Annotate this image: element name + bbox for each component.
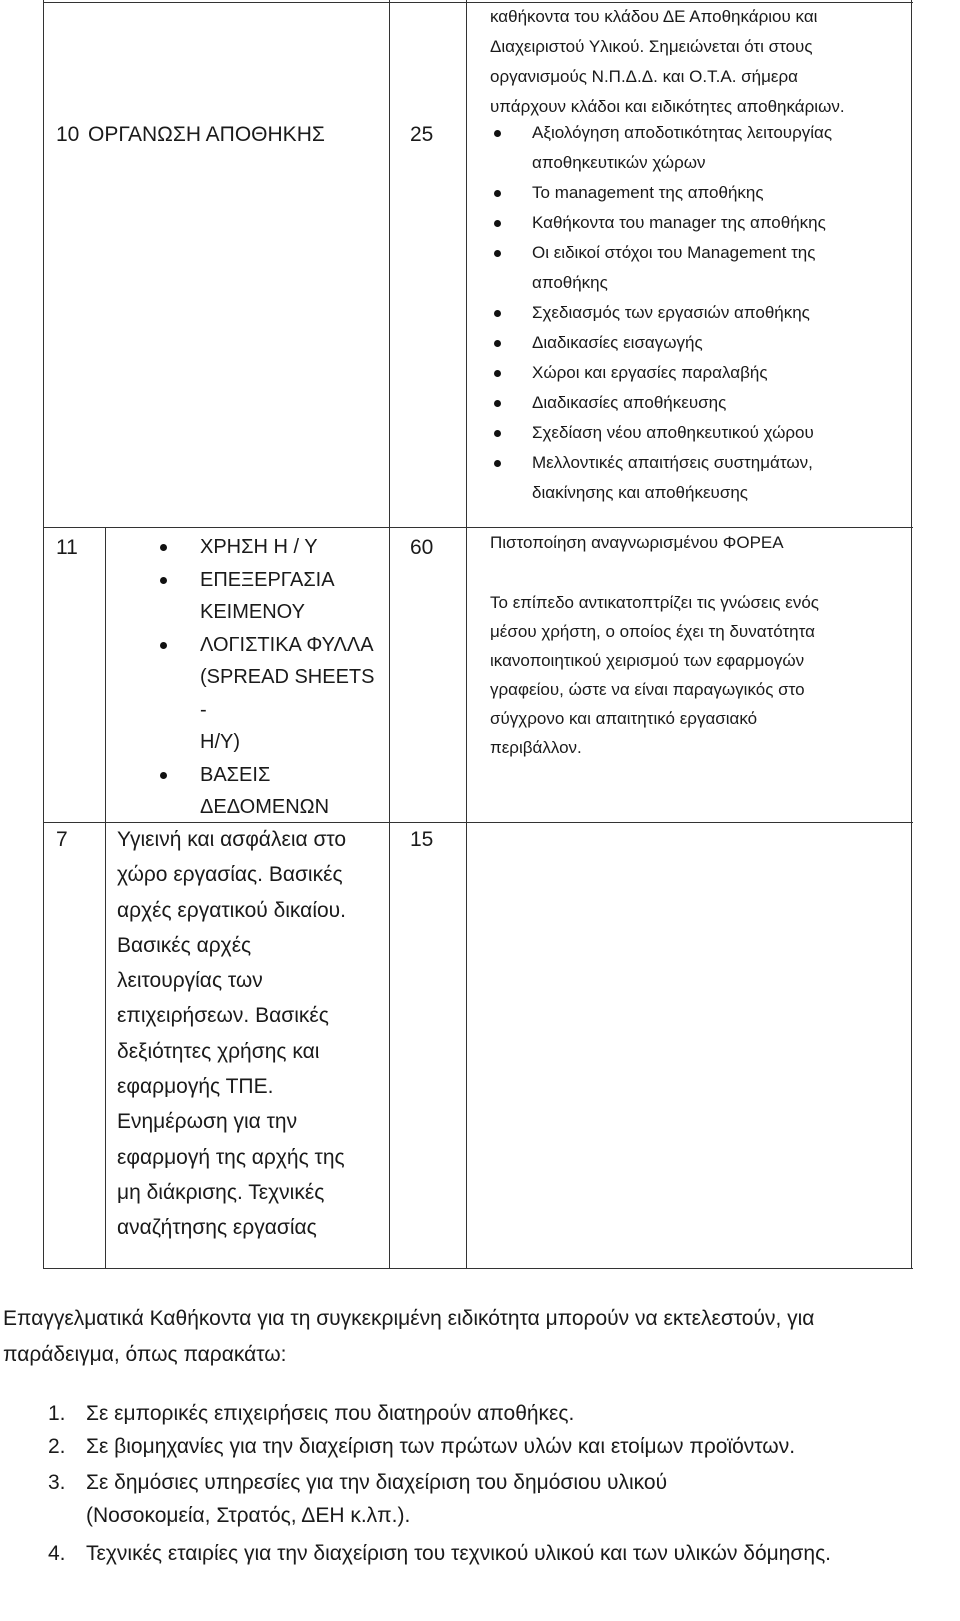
bullet-icon: [160, 544, 167, 551]
list-item: [48, 1466, 948, 1534]
row-7-hours: 15: [410, 828, 434, 851]
list-item: [200, 531, 385, 564]
list-item: Καθήκοντα του manager της αποθήκης: [490, 208, 910, 238]
text-line: δεξιότητες χρήσης και: [117, 1039, 320, 1063]
row-7-title: [117, 822, 387, 1246]
bullet-icon: [160, 772, 167, 779]
text-line: Βασικές αρχές: [117, 933, 252, 957]
text-line: ικανοποιητικού χειρισμού των εφαρμογών: [490, 651, 805, 670]
text-line: σύγχρονο και απαιτητικό εργασιακό: [490, 709, 758, 728]
list-item: [490, 448, 910, 508]
column-divider: [105, 527, 106, 1268]
row-11-number: 11: [56, 536, 78, 559]
row-7-number: 7: [56, 828, 68, 851]
text-line: ΛΟΓΙΣΤΙΚΑ ΦΥΛΛΑ: [200, 633, 374, 656]
column-divider: [466, 0, 467, 1268]
list-item: [200, 564, 385, 629]
text-line: Η/Υ): [200, 731, 240, 753]
text-line: ΔΕΔΟΜΕΝΩΝ: [200, 796, 330, 818]
row-11-topics: [200, 531, 385, 824]
text-line: Υγιεινή και ασφάλεια στο: [117, 828, 347, 851]
text-line: γραφείου, ώστε να είναι παραγωγικός στο: [490, 680, 805, 699]
list-item: Διαδικασίες αποθήκευσης: [490, 388, 910, 418]
row-11-hours: 60: [410, 536, 434, 559]
table-border-left: [43, 0, 44, 1268]
syllabus-table: [43, 0, 913, 1310]
row-10-topics: [490, 118, 910, 508]
text-line: παράδειγμα, όπως παρακάτω:: [3, 1343, 287, 1366]
table-border-right: [911, 0, 912, 1268]
text-line: αποθηκευτικών χώρων: [532, 153, 706, 172]
bullet-icon: [160, 577, 167, 584]
text-line: Σε δημόσιες υπηρεσίες για την διαχείριση του δημόσιου υλικού: [86, 1471, 668, 1494]
row-11-certification: Πιστοποίηση αναγνωρισμένου ΦΟΡΕΑ: [490, 533, 784, 552]
text-line: καθήκοντα του κλάδου ΔΕ Αποθηκάριου και: [490, 7, 818, 26]
text-line: (SPREAD SHEETS -: [200, 666, 375, 721]
list-item: Σχεδιασμός των εργασιών αποθήκης: [490, 298, 910, 328]
text-line: περιβάλλον.: [490, 738, 582, 757]
row-10-number: 10: [56, 123, 80, 146]
row-11-description: [490, 588, 910, 762]
text-line: μέσου χρήστη, ο οποίος έχει τη δυνατότητα: [490, 622, 815, 641]
text-line: επιχειρήσεων. Βασικές: [117, 1004, 329, 1028]
text-line: χώρο εργασίας. Βασικές: [117, 863, 343, 887]
text-line: ΧΡΗΣΗ Η / Υ: [200, 536, 318, 558]
text-line: (Νοσοκομεία, Στρατός, ΔΕΗ κ.λπ.).: [86, 1504, 411, 1527]
list-item: [200, 759, 385, 824]
bullet-icon: [160, 642, 167, 649]
text-line: αναζήτησης εργασίας: [117, 1216, 317, 1240]
text-line: Αξιολόγηση αποδοτικότητας λειτουργίας: [532, 123, 833, 142]
list-text: Τεχνικές εταιρίες για την διαχείριση του τεχνικού υλικού και των υλικών δόμησης.: [86, 1542, 832, 1565]
text-line: ΚΕΙΜΕΝΟΥ: [200, 601, 305, 623]
list-item: [490, 238, 910, 298]
list-text: Σε εμπορικές επιχειρήσεις που διατηρούν αποθήκες.: [86, 1402, 575, 1425]
row-10-hours: 25: [410, 123, 434, 146]
text-line: αποθήκης: [532, 273, 608, 292]
list-item: [490, 118, 910, 178]
list-number: 4.: [48, 1542, 66, 1565]
row-10-title: ΟΡΓΑΝΩΣΗ ΑΠΟΘΗΚΗΣ: [88, 123, 325, 146]
text-line: ΕΠΕΞΕΡΓΑΣΙΑ: [200, 568, 335, 591]
list-item: Διαδικασίες εισαγωγής: [490, 328, 910, 358]
list-item: [48, 1397, 948, 1430]
text-line: ΒΑΣΕΙΣ: [200, 763, 271, 786]
list-number: 3.: [48, 1471, 66, 1494]
list-item: [48, 1537, 948, 1570]
previous-row-description: [490, 2, 910, 122]
list-text: [86, 1466, 960, 1532]
text-line: Διαχειριστού Υλικού. Σημειώνεται ότι στους: [490, 37, 813, 56]
text-line: υπάρχουν κλάδοι και ειδικότητες αποθηκάριων.: [490, 97, 845, 116]
list-number: 1.: [48, 1402, 66, 1425]
column-divider: [389, 0, 390, 1268]
text-line: εφαρμογή της αρχής της: [117, 1145, 345, 1169]
text-line: οργανισμούς Ν.Π.Δ.Δ. και Ο.Τ.Α. σήμερα: [490, 67, 798, 86]
list-item: [200, 629, 385, 759]
text-line: λειτουργίας των: [117, 969, 263, 993]
list-item: Το management της αποθήκης: [490, 178, 910, 208]
list-item: [48, 1430, 948, 1463]
text-line: μη διάκρισης. Τεχνικές: [117, 1180, 325, 1204]
list-item: Σχεδίαση νέου αποθηκευτικού χώρου: [490, 418, 910, 448]
text-line: εφαρμογής ΤΠΕ.: [117, 1075, 274, 1099]
text-line: Επαγγελματικά Καθήκοντα για τη συγκεκριμένη ειδικότητα μπορούν να εκτελεστούν, για: [3, 1307, 815, 1330]
text-line: Οι ειδικοί στόχοι του Management της: [532, 243, 816, 262]
text-line: αρχές εργατικού δικαίου.: [117, 898, 346, 922]
list-number: 2.: [48, 1435, 66, 1458]
text-line: Ενημέρωση για την: [117, 1110, 298, 1134]
text-line: Το επίπεδο αντικατοπτρίζει τις γνώσεις ενός: [490, 593, 819, 612]
duties-paragraph: [3, 1301, 953, 1373]
text-line: Μελλοντικές απαιτήσεις συστημάτων,: [532, 453, 813, 472]
list-item: Χώροι και εργασίες παραλαβής: [490, 358, 910, 388]
text-line: διακίνησης και αποθήκευσης: [532, 483, 748, 502]
table-border-bottom: [43, 1268, 913, 1269]
list-text: Σε βιομηχανίες για την διαχείριση των πρώτων υλών και ετοίμων προϊόντων.: [86, 1435, 796, 1458]
